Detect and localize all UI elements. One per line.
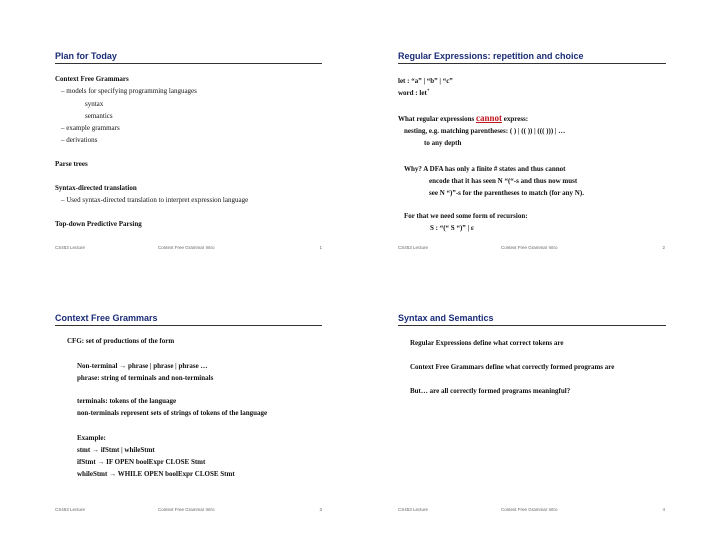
text-line: Non-terminal → phrase | phrase | phrase … [77, 362, 208, 370]
footer-page-number: 1 [319, 245, 322, 250]
slide-footer [398, 507, 665, 515]
slide-footer [55, 507, 322, 515]
slide-footer [398, 245, 665, 253]
text-line: stmt → ifStmt | whileStmt [77, 446, 155, 454]
text-line: But… are all correctly formed programs meaningful? [410, 387, 571, 395]
text-line: S : “(“ S “)” | ε [430, 224, 474, 232]
slide-4 [398, 312, 678, 542]
text-line: ifStmt → IF OPEN boolExpr CLOSE Stmt [77, 458, 206, 466]
text-line: CFG: set of productions of the form [67, 337, 175, 345]
footer-course: CS453 Lecture [398, 245, 429, 250]
text-line: Why? A DFA has only a finite # states and thus cannot [404, 165, 566, 173]
footer-page-number: 3 [319, 507, 322, 512]
slide-2 [398, 50, 678, 280]
text-line: syntax [85, 100, 104, 108]
slide-3 [55, 312, 335, 542]
text-line: to any depth [424, 139, 462, 147]
text-line: – example grammars [61, 124, 120, 132]
slide-title: Regular Expressions: repetition and choice [398, 50, 666, 64]
text-line: whileStmt → WHILE OPEN boolExpr CLOSE Stmt [77, 470, 235, 478]
footer-page-number: 2 [662, 245, 665, 250]
text-line: semantics [85, 112, 113, 120]
text-line: phrase: string of terminals and non-terminals [77, 374, 214, 382]
footer-page-number: 4 [662, 507, 665, 512]
footer-course: CS453 Lecture [55, 245, 86, 250]
text-line: For that we need some form of recursion: [404, 212, 528, 220]
footer-course: CS453 Lecture [55, 507, 86, 512]
text-line: What regular expressions cannot express: [398, 113, 529, 123]
text-line: Syntax-directed translation [55, 184, 137, 192]
text-line: let : “a” | “b” | “c” [398, 77, 453, 85]
footer-topic: Context Free Grammar Intro [158, 245, 215, 250]
text-line: Example: [77, 434, 106, 442]
text-line: Context Free Grammars [55, 75, 129, 83]
footer-topic: Context Free Grammar Intro [501, 245, 558, 250]
slide-title: Plan for Today [55, 50, 322, 64]
text-line: word : let+ [398, 88, 430, 97]
footer-topic: Context Free Grammar Intro [501, 507, 558, 512]
text-line: – derivations [61, 136, 98, 144]
text-line: – models for specifying programming languages [61, 87, 197, 95]
text-line: Context Free Grammars define what correctly formed programs are [410, 363, 615, 371]
text-line: Parse trees [55, 160, 88, 168]
text-line: Regular Expressions define what correct tokens are [410, 339, 564, 347]
footer-topic: Context Free Grammar Intro [158, 507, 215, 512]
text-line: encode that it has seen N “(“-s and thus now must [429, 177, 578, 185]
text-line: – Used syntax-directed translation to interpret expression language [61, 196, 249, 204]
emphasis-cannot: cannot [475, 113, 502, 123]
slide-footer [55, 245, 322, 253]
slide-title: Context Free Grammars [55, 312, 322, 326]
text-line: non-terminals represent sets of strings of tokens of the language [77, 409, 268, 417]
text-line: terminals: tokens of the language [77, 397, 177, 405]
text-line: see N “)”-s for the parentheses to match (for any N). [429, 189, 584, 197]
footer-course: CS453 Lecture [398, 507, 429, 512]
text-line: nesting, e.g. matching parentheses: ( ) | (( )) | ((( ))) | … [404, 127, 566, 135]
slide-1 [55, 50, 335, 280]
slide-title: Syntax and Semantics [398, 312, 666, 326]
text-line: Top-down Predictive Parsing [55, 220, 142, 228]
